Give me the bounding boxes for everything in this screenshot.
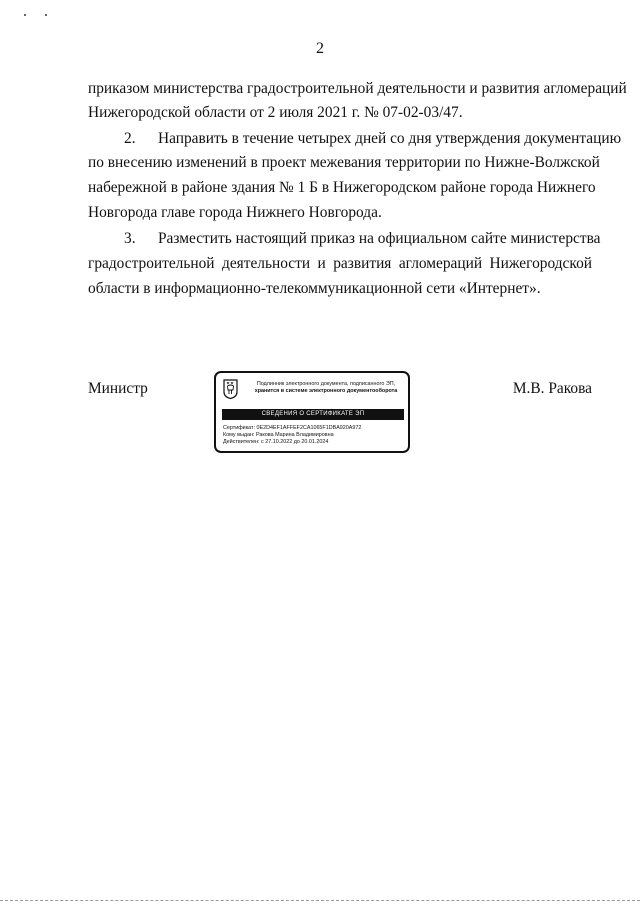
stamp-header-line: Подлинник электронного документа, подписанного ЭП, xyxy=(256,381,396,387)
text-line xyxy=(124,130,622,148)
scan-artifact xyxy=(45,14,47,16)
text-line xyxy=(124,230,601,248)
signatory-title: Министр xyxy=(88,380,148,397)
text-line: Нижегородской области от 2 июля 2021 г. № 07-02-03/47. xyxy=(88,104,463,121)
deer-emblem-icon xyxy=(223,379,238,399)
page-bottom-edge xyxy=(0,900,640,901)
certificate-validity: Действителен: с 27.10.2022 до 20.01.2024 xyxy=(223,439,329,445)
text-line: по внесению изменений в проект межевания территории по Нижне-Волжской xyxy=(88,154,600,171)
text-line: градостроительной деятельности и развития агломераций Нижегородской xyxy=(88,255,592,272)
text-line: Новгорода главе города Нижнего Новгорода. xyxy=(88,204,382,221)
text-line: области в информационно-телекоммуникационной сети «Интернет». xyxy=(88,280,541,297)
stamp-header-line: хранится в системе электронного документооборота xyxy=(254,388,398,394)
signatory-name: М.В. Ракова xyxy=(512,380,592,397)
text-line: приказом министерства градостроительной деятельности и развития агломераций xyxy=(88,80,627,97)
item-number: 2. xyxy=(124,130,136,147)
certificate-number: Сертификат: 0E2D4EF1AFFEF2CA1065F1DBA920A972 xyxy=(223,425,362,431)
certificate-owner: Кому выдан: Ракова Марина Владимировна xyxy=(223,432,334,438)
stamp-header xyxy=(244,381,408,395)
stamp-certificate-banner: СВЕДЕНИЯ О СЕРТИФИКАТЕ ЭП xyxy=(222,409,404,420)
text-line: набережной в районе здания № 1 Б в Нижегородском районе города Нижнего xyxy=(88,179,596,196)
page-number: 2 xyxy=(316,40,324,57)
scan-artifact xyxy=(24,14,26,16)
electronic-signature-stamp xyxy=(214,371,410,453)
text-line-content: Разместить настоящий приказ на официальном сайте министерства xyxy=(158,230,601,247)
text-line-content: Направить в течение четырех дней со дня утверждения документацию xyxy=(158,130,622,147)
item-number: 3. xyxy=(124,230,136,247)
